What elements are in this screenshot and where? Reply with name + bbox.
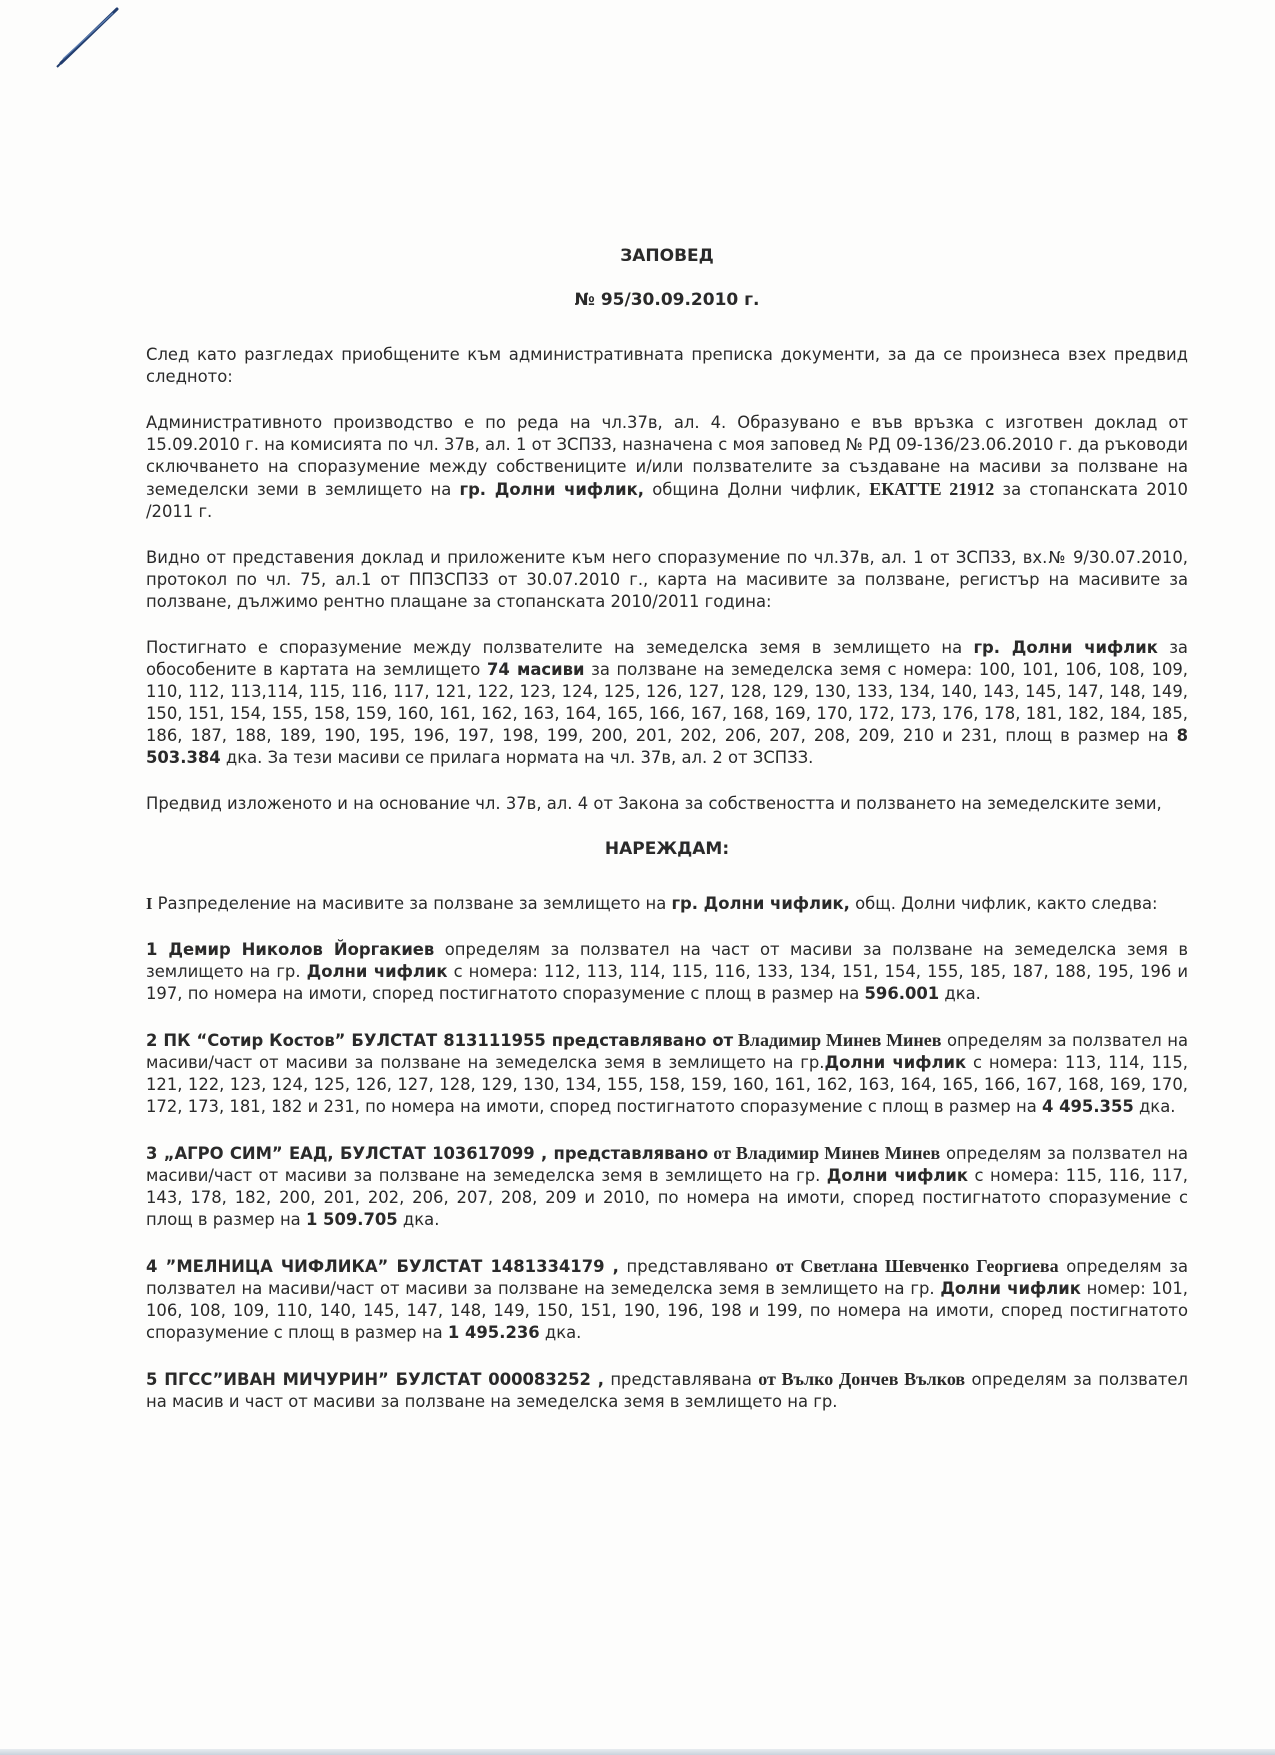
document-title: ЗАПОВЕД: [620, 246, 714, 266]
document-body: [146, 240, 1188, 1413]
list-item: 2 ПК “Сотир Костов” БУЛСТАТ 813111955 представлявано от Владимир Минев Минев определям за ползвател на масиви/част от масиви за ползване на земеделска земя в землището на гр.Долни чифлик с номера: 113, 114, 115, 121, 122, 123, 124, 125, 126, 127, 128, 129, 130, 134, 155, 158, 159, 160, 161, 162, 163, 164, 165, 166, 167, 168, 169, 170, 172, 173, 181, 182 и 231, по номера на имоти, според постигнатото споразумение с площ в размер на 4 495.355 дка.: [146, 1030, 1188, 1116]
section-one: I Разпределение на масивите за ползване за землището на гр. Долни чифлик, общ. Долни чифлик, както следва:: [146, 894, 1158, 913]
ekatte-code: ЕКАТТЕ 21912: [869, 479, 995, 499]
list-item: 4 ”МЕЛНИЦА ЧИФЛИКА” БУЛСТАТ 1481334179 , представлявано от Светлана Шевченко Георгиева определям за ползвател на масиви/част от масиви за ползване на земеделска земя в землището на гр. Долни чифлик номер: 101, 106, 108, 109, 110, 140, 145, 147, 148, 149, 150, 151, 190, 196, 198 и 199, по номера на имоти, според постигнатото споразумение с площ в размер на 1 495.236 дка.: [146, 1256, 1189, 1342]
paragraph-legal-basis: Предвид изложеното и на основание чл. 37в, ал. 4 от Закона за собствеността и ползването на земеделските земи,: [146, 794, 1162, 813]
scan-bottom-edge: [0, 1749, 1275, 1755]
list-item: 3 „АГРО СИМ” ЕАД, БУЛСТАТ 103617099 , представлявано от Владимир Минев Минев определям за ползвател на масиви/част от масиви за ползване на земеделска земя в землището на гр. Долни чифлик с номера: 115, 116, 117, 143, 178, 182, 200, 201, 202, 206, 207, 208, 209 и 2010, по номера на имоти, според постигнатото споразумение с площ в размер на 1 509.705 дка.: [146, 1143, 1188, 1229]
paragraph-procedure: Административното производство е по реда на чл.37в, ал. 4. Образувано е във връзка с изготвен доклад от 15.09.2010 г. на комисията по чл. 37в, ал. 1 от ЗСПЗЗ, назначена с моя заповед № РД 09-136/23.06.2010 г. да ръководи сключването на споразумение между собствениците и/или ползвателите за създаване на масиви за ползване на земеделски земи в землището на гр. Долни чифлик, община Долни чифлик, ЕКАТТЕ 21912 за стопанската 2010 /2011 г.: [146, 413, 1188, 521]
paragraph-report: Видно от представения доклад и приложените към него споразумение по чл.37в, ал. 1 от ЗСПЗЗ, вх.№ 9/30.07.2010, протокол по чл. 75, ал.1 от ППЗСПЗЗ от 30.07.2010 г., карта на масивите за ползване, регистър на масивите за ползване, дължимо рентно плащане за стопанската 2010/2011 година:: [146, 548, 1188, 611]
list-item: 5 ПГСС”ИВАН МИЧУРИН” БУЛСТАТ 000083252 , представлявана от Вълко Дончев Вълков определям за ползвател на масив и част от масиви за ползване на земеделска земя в землището на гр.: [146, 1369, 1188, 1411]
list-item: 1 Демир Николов Йоргакиев определям за ползвател на част от масиви за ползване на земеделска земя в землището на гр. Долни чифлик с номера: 112, 113, 114, 115, 116, 133, 134, 151, 154, 155, 185, 187, 188, 195, 196 и 197, по номера на имоти, според постигнатото споразумение с площ в размер на 596.001 дка.: [146, 940, 1189, 1003]
order-heading: НАРЕЖДАМ:: [604, 839, 730, 859]
pen-scribble-mark: [55, 5, 135, 75]
paragraph-agreement: Постигнато е споразумение между ползвателите на земеделска земя в землището на гр. Долни чифлик за обособените в картата на землището 74 масиви за ползване на земеделска земя с номера: 100, 101, 106, 108, 109, 110, 112, 113,114, 115, 116, 117, 121, 122, 123, 124, 125, 126, 127, 128, 129, 130, 133, 134, 140, 143, 145, 147, 148, 149, 150, 151, 154, 155, 158, 159, 160, 161, 162, 163, 164, 165, 166, 167, 168, 169, 170, 172, 173, 176, 178, 181, 182, 184, 185, 186, 187, 188, 189, 190, 195, 196, 197, 198, 199, 200, 201, 202, 206, 207, 208, 209, 210 и 231, площ в размер на 8 503.384 дка. За тези масиви се прилага нормата на чл. 37в, ал. 2 от ЗСПЗЗ.: [146, 638, 1189, 767]
document-number: № 95/30.09.2010 г.: [574, 290, 760, 310]
intro-paragraph: След като разгледах приобщените към административната преписка документи, за да се произнеса взех предвид следното:: [146, 345, 1188, 386]
